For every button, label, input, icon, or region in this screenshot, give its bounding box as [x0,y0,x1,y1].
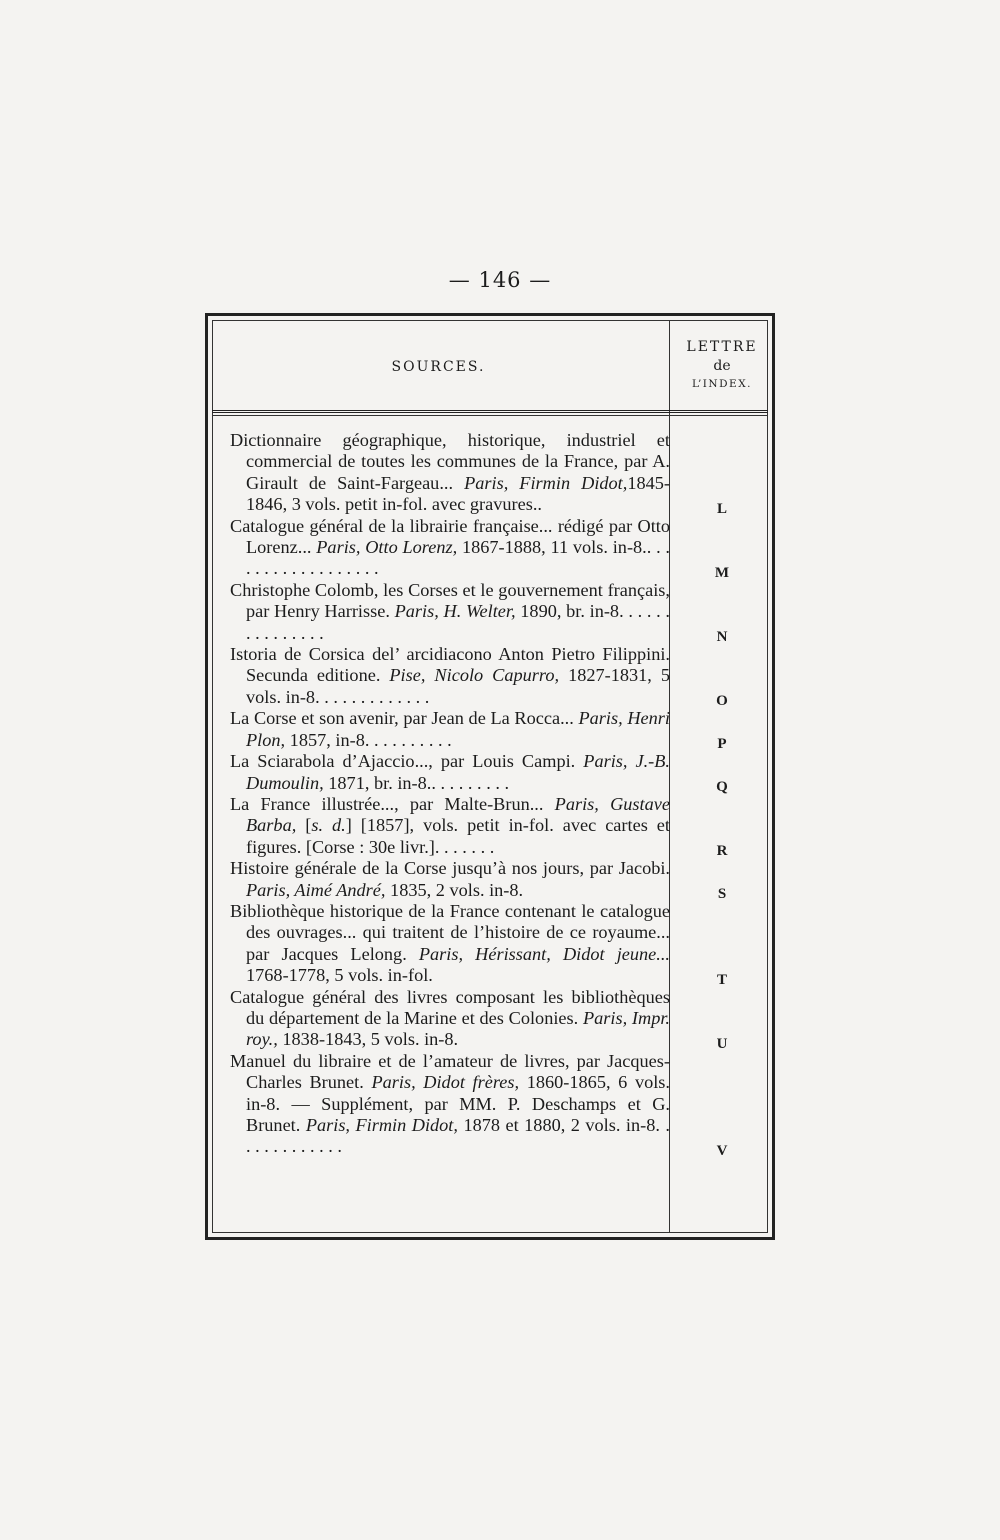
column-header-sources: SOURCES. [391,359,486,375]
lettre-header-line3: L’INDEX. [691,377,753,390]
lettre-header-line2: de [713,358,731,375]
column-header-lettre [670,338,774,391]
entry-text: Dictionnaire géographique, historique, industriel et commercial de toutes les communes de la France, par A. Girault de Saint-Fargeau... [230,430,670,493]
index-letter: P [717,736,727,753]
header-rule [212,415,768,416]
lettre-header-line1: LETTRE [686,339,758,355]
entry-text: 1857, in-8. . . . . . . . . . [285,729,452,750]
entry-text: La Corse et son avenir, par Jean de La Rocca... [230,708,579,729]
index-letter: L [716,500,727,517]
entry-text: Istoria de Corsica del’ arcidiacono Anton Pietro Filippini. Secunda editione. [230,644,670,686]
entry-imprint-italic: Paris, J.-B. Dumoulin, [246,751,671,793]
index-letter: R [716,843,728,860]
source-entry [230,794,670,858]
source-entry [230,858,670,901]
entry-imprint-italic: Pise, Nicolo Capurro, [389,665,560,686]
entry-text: 1768-1778, 5 vols. in-fol. [246,965,433,986]
entry-text: Catalogue général des livres composant les bibliothèques du département de la Marine et des Colonies. [230,986,670,1028]
entry-text: 1871, br. in-8.. . . . . . . . . [323,772,510,793]
index-letter: V [716,1142,728,1159]
entry-imprint-italic: Paris, Didot frères, [371,1072,520,1093]
entry-text: 1838-1843, 5 vols. in-8. [277,1029,459,1050]
index-letter: S [717,885,727,902]
index-letter: O [716,693,728,710]
entry-imprint-italic: Paris, H. Welter, [394,601,516,622]
entry-text: 1835, 2 vols. in-8. [385,879,524,900]
source-entry [230,516,670,580]
page-number: — 146 — [448,268,552,292]
source-entry [230,987,670,1051]
header-double-rule [212,410,768,413]
source-entry [230,644,670,708]
source-entry [230,580,670,644]
entry-text: Christophe Colomb, les Corses et le gouvernement français, par Henry Harrisse. [230,579,670,622]
entry-imprint-italic: Paris, Gustave Barba, [246,793,670,836]
entry-imprint-italic: Paris, Impr. roy., [246,1007,670,1050]
entry-text: Catalogue général de la librairie française... rédigé par Otto Lorenz... [230,515,670,558]
entry-text: La Sciarabola d’Ajaccio..., par Louis Campi. [230,751,584,772]
entry-text: 1827-1831, 5 vols. in-8. . . . . . . . . . . . . [246,665,670,707]
source-entry [230,430,670,516]
entry-imprint-italic: s. d. [311,815,346,836]
entry-text: 1867-1888, 11 vols. in-8.. . . . . . . . . . . . . . . . . . [246,537,670,579]
entry-text: La France illustrée..., par Malte-Brun... [230,793,555,814]
index-letter: Q [716,778,728,795]
index-letter: U [716,1035,728,1052]
entry-imprint-italic: Paris, Firmin Didot, [464,472,628,493]
entry-text: [ [296,815,312,836]
source-entry [230,901,670,987]
entry-text: Bibliothèque historique de la France contenant le catalogue des ouvrages... qui traitent de l’histoire de ce royaume... par Jacques Lelong. [230,900,670,964]
entry-imprint-italic: Paris, Otto Lorenz, [316,537,458,558]
entry-text: Manuel du libraire et de l’amateur de livres, par Jacques-Charles Brunet. [230,1050,670,1093]
entry-text: 1890, br. in-8. . . . . . . . . . . . . . . [246,601,670,643]
index-letter: M [714,564,730,581]
source-entry [230,1051,670,1158]
entry-text: 1860-1865, 6 vols. in-8. — Supplément, par MM. P. Deschamps et G. Brunet. [246,1072,670,1135]
entry-text: Histoire générale de la Corse jusqu’à nos jours, par Jacobi. [230,858,670,879]
entry-imprint-italic: Paris, Henri Plon, [246,708,670,750]
entry-text: ] [1857], vols. petit in-fol. avec cartes et figures. [Corse : 30e livr.]. . . . . . . [246,815,670,857]
index-letter: T [716,971,727,988]
entry-text: 1878 et 1880, 2 vols. in-8. . . . . . . . . . . . . [246,1115,671,1157]
sources-table [205,313,775,1240]
entries-list [230,430,670,1158]
entry-imprint-italic: Paris, Hérissant, Didot jeune... [418,943,670,964]
entry-imprint-italic: Paris, Aimé André, [246,879,386,900]
entry-text: 1845-1846, 3 vols. petit in-fol. avec gravures.. [246,472,670,515]
index-letter: N [716,629,728,646]
source-entry [230,708,670,751]
entry-imprint-italic: Paris, Firmin Didot, [305,1115,458,1135]
source-entry [230,751,670,794]
